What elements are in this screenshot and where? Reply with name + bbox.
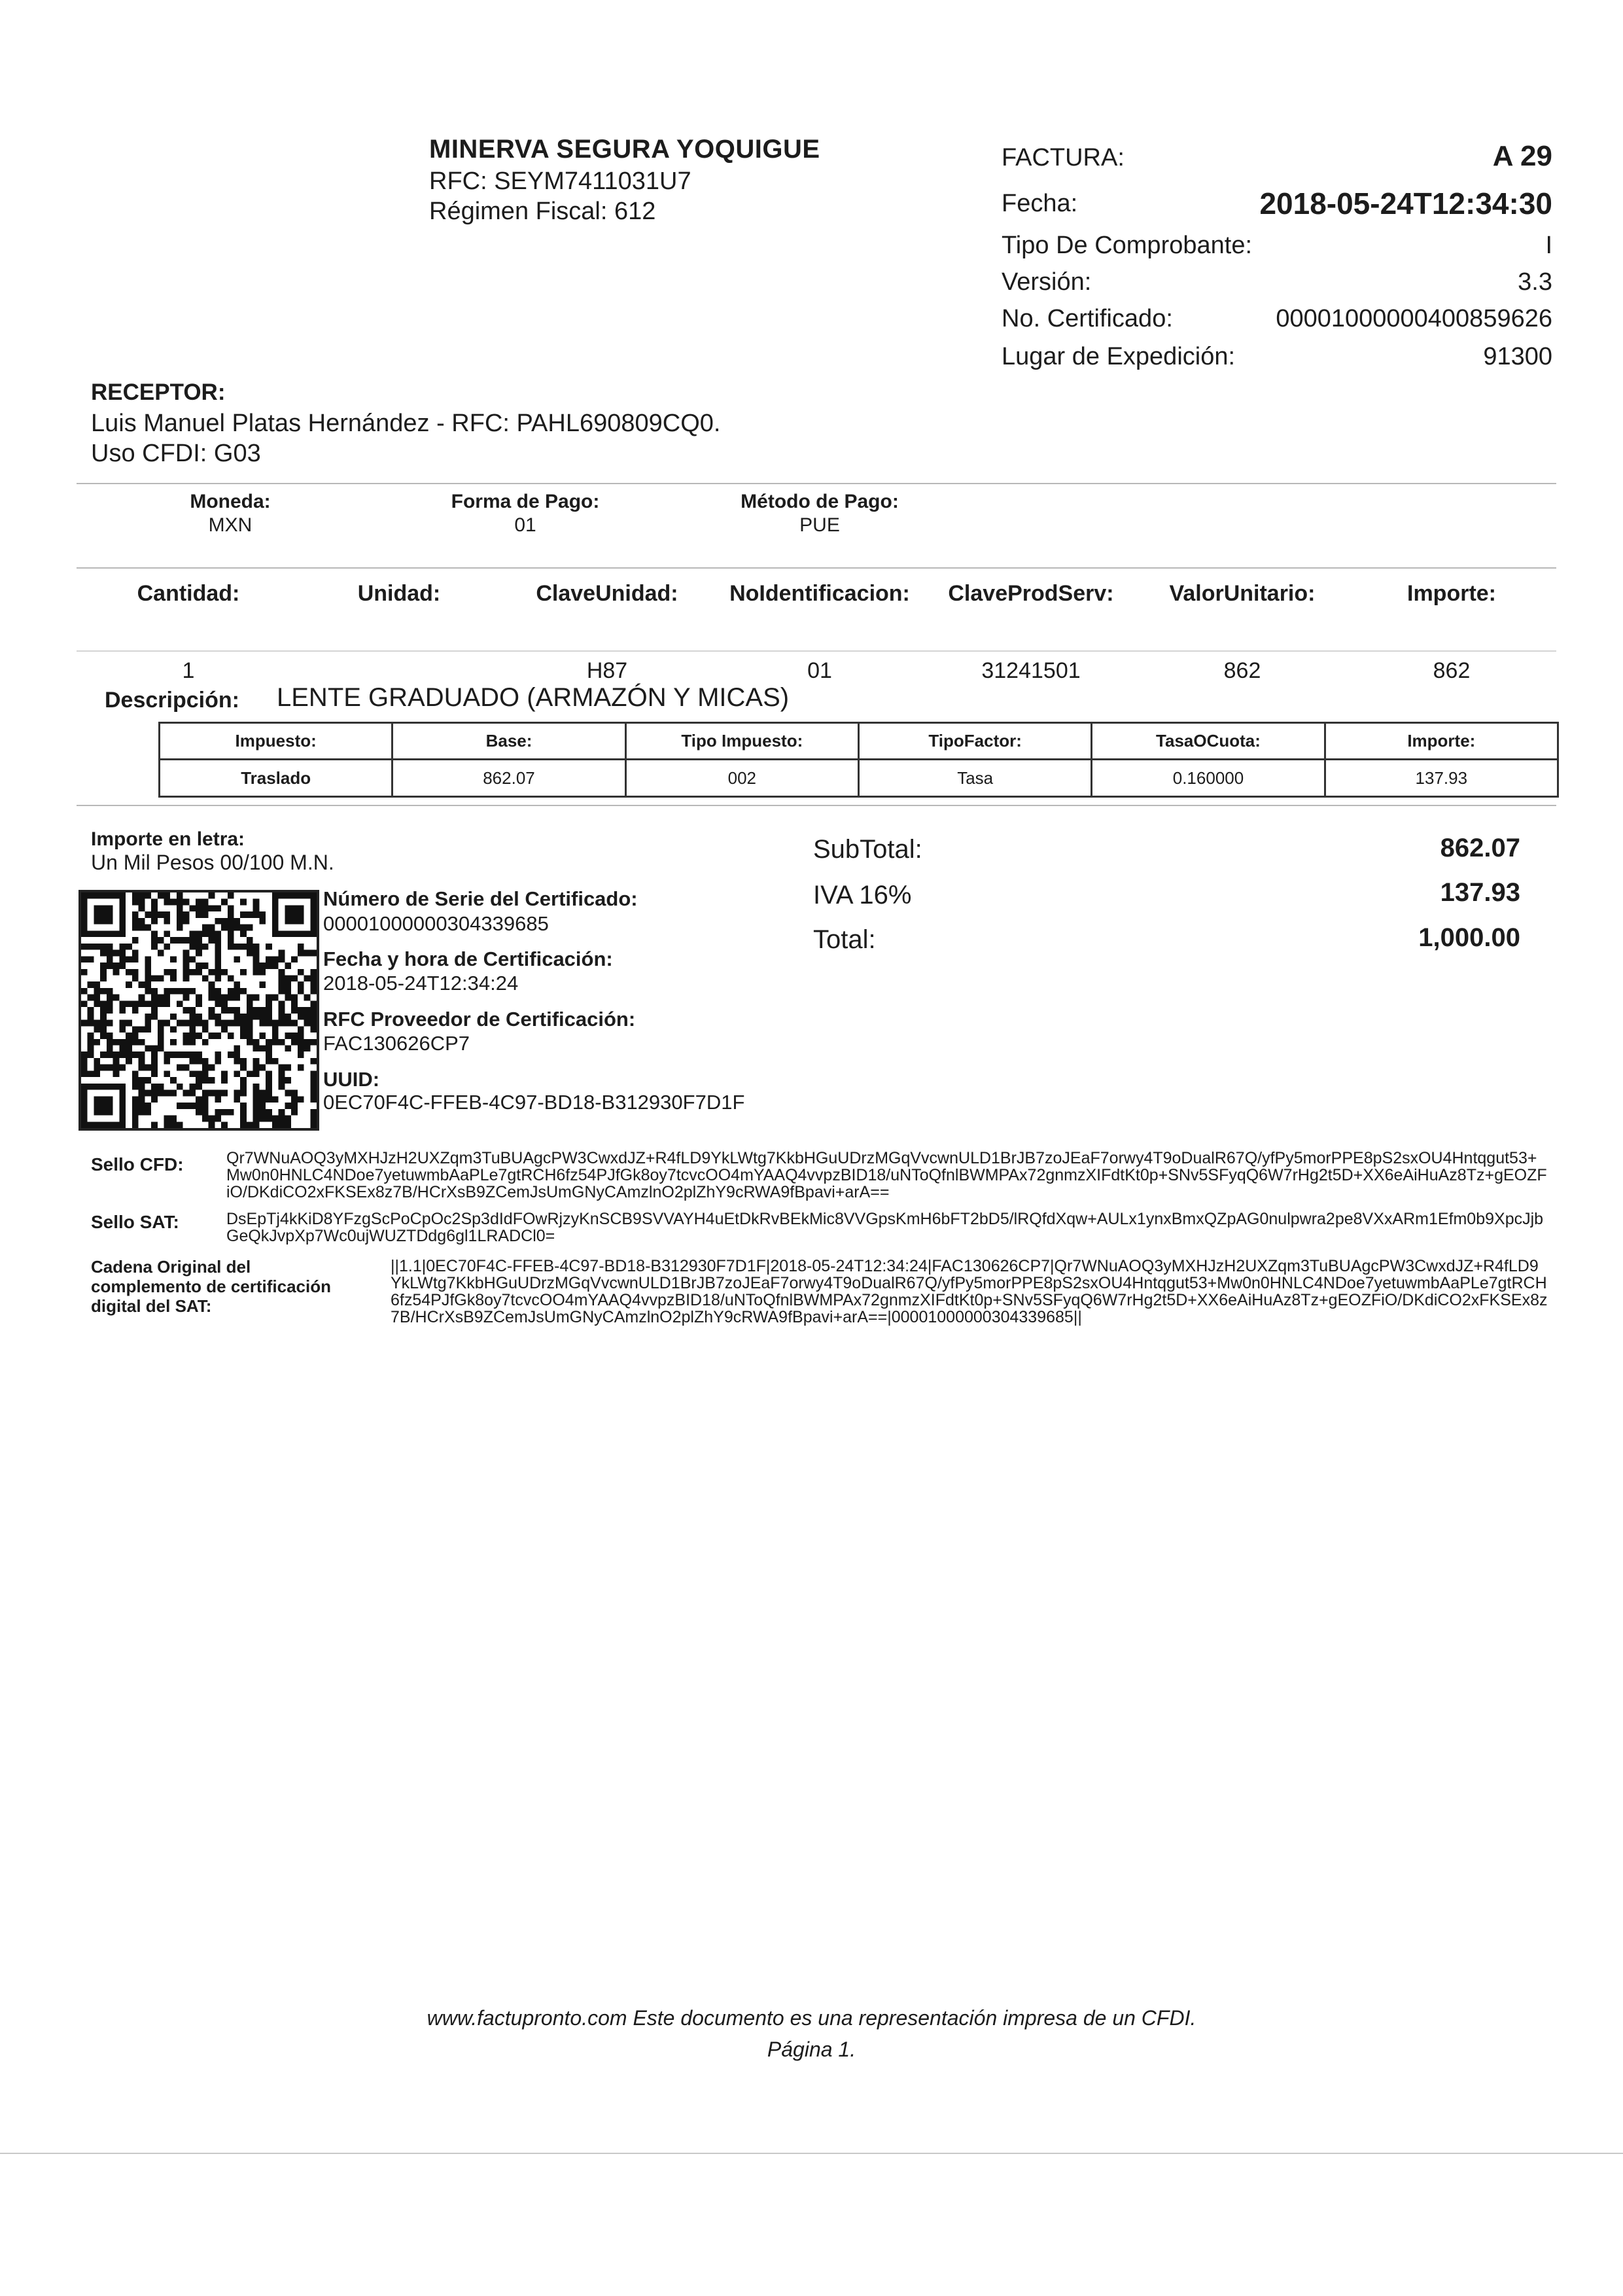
tax-cell-importe: 137.93 — [1325, 760, 1558, 797]
concept-claveprodserv: 31241501 — [981, 658, 1081, 683]
tipo-comprobante-value: I — [1545, 232, 1552, 259]
cadena-original-label: Cadena Original del complemento de certificación digital del SAT: — [91, 1257, 331, 1316]
subtotal-label: SubTotal: — [813, 835, 922, 864]
uuid-value: 0EC70F4C-FFEB-4C97-BD18-B312930F7D1F — [323, 1091, 745, 1114]
certificado-value: 00001000000400859626 — [1276, 305, 1552, 332]
divider — [77, 805, 1556, 806]
emitter-name: MINERVA SEGURA YOQUIGUE — [429, 135, 820, 164]
tax-cell-tipofactor: Tasa — [858, 760, 1091, 797]
col-header-cantidad: Cantidad: — [137, 581, 240, 606]
iva-label: IVA 16% — [813, 881, 912, 910]
tax-header-tipofactor: TipoFactor: — [858, 723, 1091, 760]
certificado-label: No. Certificado: — [1002, 305, 1173, 332]
tax-table — [158, 722, 1559, 798]
concept-claveunidad: H87 — [586, 658, 628, 683]
rfc-proveedor-label: RFC Proveedor de Certificación: — [323, 1008, 636, 1031]
tax-cell-tasaocuota: 0.160000 — [1092, 760, 1325, 797]
receptor-title: RECEPTOR: — [91, 380, 226, 405]
divider — [77, 567, 1556, 569]
col-header-claveprodserv: ClaveProdServ: — [948, 581, 1114, 606]
col-header-valorunitario: ValorUnitario: — [1169, 581, 1316, 606]
tax-header-base: Base: — [393, 723, 625, 760]
serie-certificado-value: 00001000000304339685 — [323, 912, 549, 935]
fecha-certificacion-label: Fecha y hora de Certificación: — [323, 947, 613, 970]
uuid-label: UUID: — [323, 1068, 380, 1091]
lugar-expedicion-value: 91300 — [1483, 343, 1552, 370]
sello-cfd-label: Sello CFD: — [91, 1154, 184, 1174]
tax-table-row — [160, 760, 1558, 797]
importe-letra-value: Un Mil Pesos 00/100 M.N. — [91, 851, 334, 874]
qr-code-image — [81, 892, 317, 1128]
concept-valorunitario: 862 — [1223, 658, 1261, 683]
factura-value: A 29 — [1492, 140, 1552, 172]
tax-header-impuesto: Impuesto: — [160, 723, 393, 760]
iva-value: 137.93 — [1440, 878, 1520, 907]
forma-pago-label: Forma de Pago: — [451, 491, 600, 512]
tax-cell-impuesto: Traslado — [160, 760, 393, 797]
receptor-line: Luis Manuel Platas Hernández - RFC: PAHL690809CQ0. — [91, 410, 721, 437]
tax-cell-tipo-impuesto: 002 — [625, 760, 858, 797]
subtotal-value: 862.07 — [1440, 834, 1520, 862]
concept-importe: 862 — [1433, 658, 1471, 683]
concept-noidentificacion: 01 — [807, 658, 832, 683]
col-header-importe: Importe: — [1407, 581, 1496, 606]
descripcion-label: Descripción: — [105, 688, 239, 713]
lugar-expedicion-label: Lugar de Expedición: — [1002, 343, 1236, 370]
tax-cell-base: 862.07 — [393, 760, 625, 797]
moneda-value: MXN — [208, 514, 253, 536]
footer-note: www.factupronto.com Este documento es una representación impresa de un CFDI. — [427, 2006, 1196, 2030]
metodo-pago-value: PUE — [799, 514, 840, 536]
forma-pago-value: 01 — [514, 514, 536, 536]
divider — [77, 650, 1556, 652]
moneda-label: Moneda: — [190, 491, 271, 512]
emitter-rfc: RFC: SEYM7411031U7 — [429, 168, 691, 195]
serie-certificado-label: Número de Serie del Certificado: — [323, 887, 638, 910]
factura-label: FACTURA: — [1002, 144, 1125, 171]
tax-header-tasaocuota: TasaOCuota: — [1092, 723, 1325, 760]
metodo-pago-label: Método de Pago: — [741, 491, 899, 512]
fecha-value: 2018-05-24T12:34:30 — [1259, 186, 1552, 221]
concept-cantidad: 1 — [182, 658, 195, 683]
sello-sat-value: DsEpTj4kKiD8YFzgScPoCpOc2Sp3dIdFOwRjzyKnSCB9SVVAYH4uEtDkRvBEkMic8VVGpsKmH6bFT2bD5/lRQfdXqw+AULx1ynxBmxQZpAG0nulpwra2pe8VXxARm1Efm0b9XpcJjbGeQkJvpXp7Wc0ujWUZTDdg6gl1LRADCl0= — [226, 1210, 1544, 1245]
fecha-label: Fecha: — [1002, 190, 1078, 217]
page-edge — [0, 2153, 1623, 2154]
col-header-noidentificacion: NoIdentificacion: — [729, 581, 910, 606]
rfc-proveedor-value: FAC130626CP7 — [323, 1032, 470, 1055]
qr-code — [79, 890, 319, 1131]
col-header-claveunidad: ClaveUnidad: — [536, 581, 678, 606]
fecha-certificacion-value: 2018-05-24T12:34:24 — [323, 972, 519, 995]
sello-sat-label: Sello SAT: — [91, 1212, 179, 1232]
divider — [77, 483, 1556, 484]
cadena-original-value: ||1.1|0EC70F4C-FFEB-4C97-BD18-B312930F7D1F|2018-05-24T12:34:24|FAC130626CP7|Qr7WNuAOQ3yMXHJzH2UXZqm3TuBUAgcPW3CwxdJZ+R4fLD9YkLWtg7KkbHGuUDrzMGqVvcwnULD1BrJB7zoJEaF7orwy4T9oDualR67Q/yfPy5morPPE8pS2sxOU4Hntqgut53+Mw0n0HNLC4NDoe7yetuwmbAaPLe7gtRCH6fz54PJfGk8oy7tcvcOO4mYAAQ4vvpzBID18/uNToQfnlBWMPAx72gnmzXIFdtKt0p+SNv5SFyqQ6W7rHg2t5D+XX6eAiHuAz8Tz+gEOZFiO/DKdiCO2xFKSEx8z7B/HCrXsB9ZCemJsUmGNyCAmzlnO2plZhY9cRWA9fBpavi+arA==|00001000000304339685|| — [391, 1257, 1548, 1326]
col-header-unidad: Unidad: — [357, 581, 441, 606]
tipo-comprobante-label: Tipo De Comprobante: — [1002, 232, 1253, 259]
descripcion-value: LENTE GRADUADO (ARMAZÓN Y MICAS) — [277, 683, 790, 712]
tax-header-importe: Importe: — [1325, 723, 1558, 760]
page-number: Página 1. — [767, 2038, 856, 2061]
tax-header-tipo-impuesto: Tipo Impuesto: — [625, 723, 858, 760]
tax-table-header-row — [160, 723, 1558, 760]
total-label: Total: — [813, 925, 876, 954]
sello-cfd-value: Qr7WNuAOQ3yMXHJzH2UXZqm3TuBUAgcPW3CwxdJZ+R4fLD9YkLWtg7KkbHGuUDrzMGqVvcwnULD1BrJB7zoJEaF7orwy4T9oDualR67Q/yfPy5morPPE8pS2sxOU4Hntqgut53+Mw0n0HNLC4NDoe7yetuwmbAaPLe7gtRCH6fz54PJfGk8oy7tcvcOO4mYAAQ4vvpzBID18/uNToQfnlBWMPAx72gnmzXIFdtKt0p+SNv5SFyqQ6W7rHg2t5D+XX6eAiHuAz8Tz+gEOZFiO/DKdiCO2xFKSEx8z7B/HCrXsB9ZCemJsUmGNyCAmzlnO2plZhY9cRWA9fBpavi+arA== — [226, 1149, 1547, 1201]
version-label: Versión: — [1002, 268, 1092, 296]
version-value: 3.3 — [1518, 268, 1552, 296]
receptor-uso: Uso CFDI: G03 — [91, 440, 261, 467]
emitter-regimen: Régimen Fiscal: 612 — [429, 198, 656, 225]
total-value: 1,000.00 — [1418, 923, 1520, 952]
importe-letra-label: Importe en letra: — [91, 828, 245, 850]
